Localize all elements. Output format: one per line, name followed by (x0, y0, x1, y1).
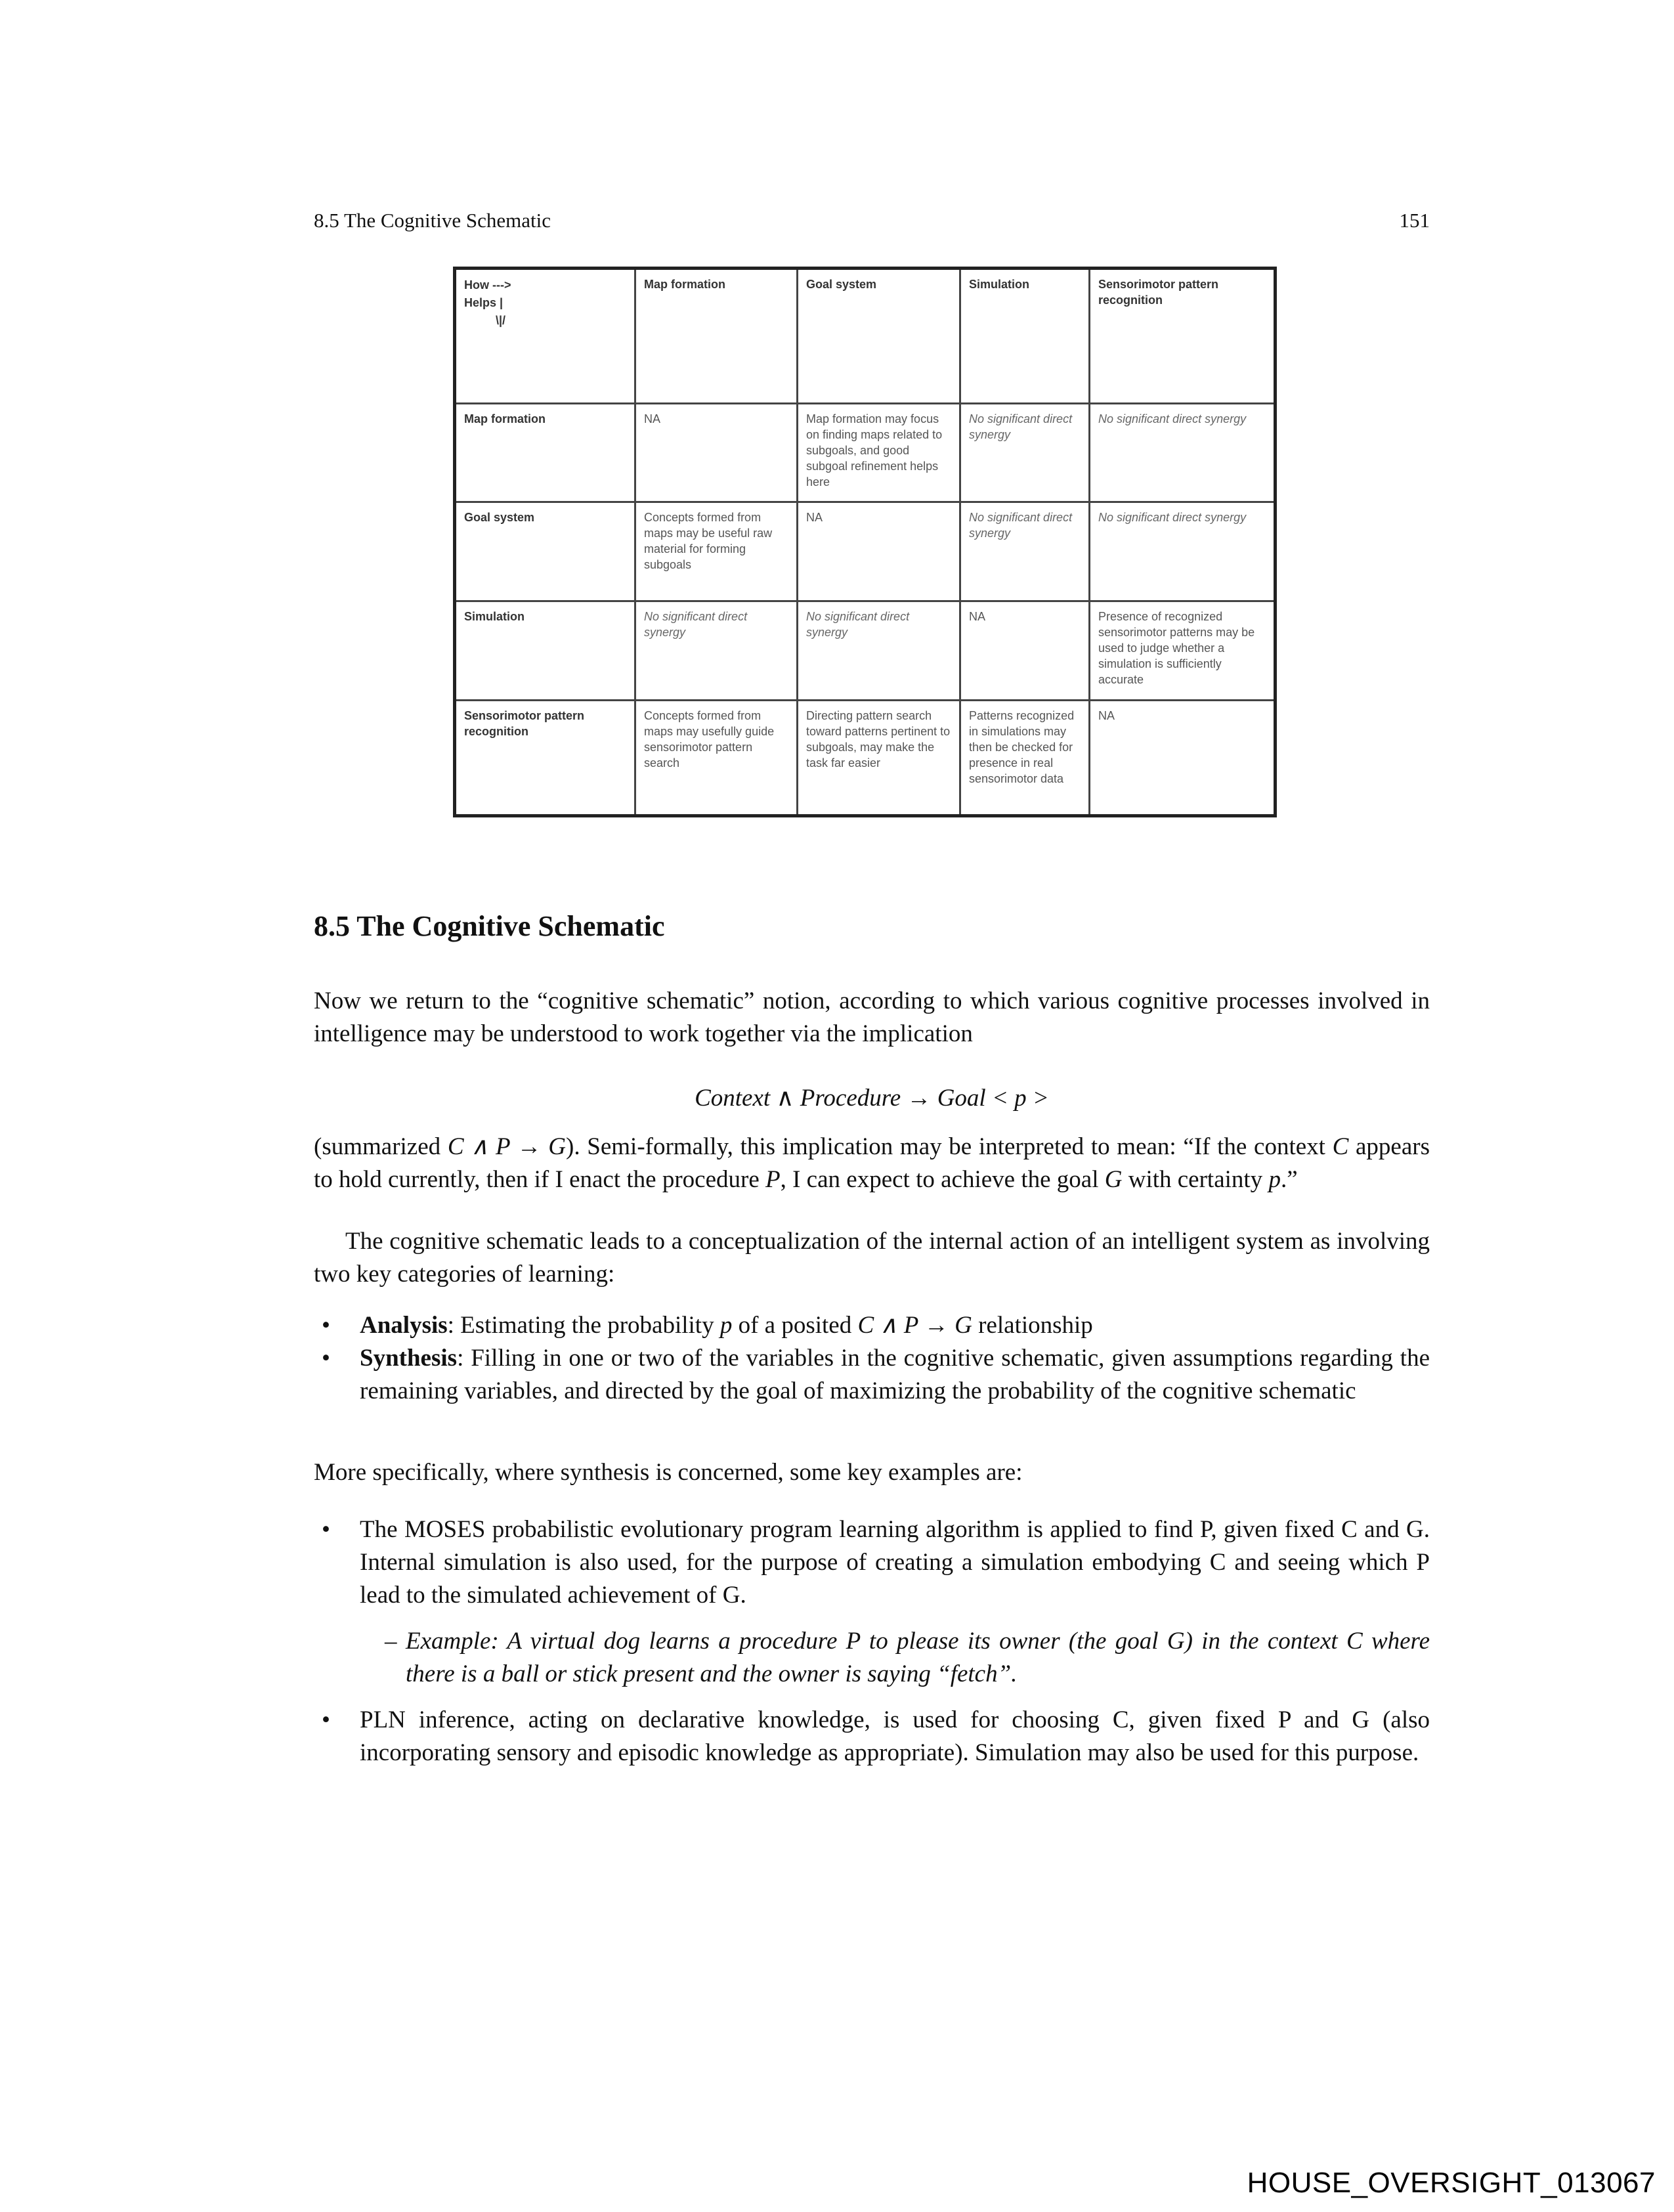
text-run: .” (1280, 1166, 1298, 1193)
math-inline: p (719, 1312, 733, 1339)
list-item-moses (314, 1513, 1430, 1691)
table-cell: Presence of recognized sensorimotor patterns may be used to judge whether a simulation is sufficiently accurate (1090, 601, 1276, 701)
synthesis-examples-list-continued (314, 1704, 1430, 1769)
text-run: of a posited (732, 1312, 858, 1339)
running-head-section: 8.5 The Cognitive Schematic (314, 209, 551, 232)
text-run: ). Semi-formally, this implication may be interpreted to mean: “If the context (566, 1133, 1333, 1160)
pln-text: PLN inference, acting on declarative knowledge, is used for choosing C, given fixed P and G (also incorporating sensory and episodic knowledge as appropriate). Simulation may also be used for this purpose. (360, 1706, 1430, 1766)
math-inline: C (1332, 1133, 1349, 1160)
formula-procedure: Procedure (800, 1085, 901, 1112)
table-row (455, 404, 1276, 502)
table-cell: NA (798, 502, 960, 601)
table-corner-cell (455, 269, 635, 404)
table-row (455, 601, 1276, 701)
text-run: (summarized (314, 1133, 448, 1160)
table-cell: Concepts formed from maps may usefully guide sensorimotor pattern search (635, 701, 798, 816)
list-item-virtual-dog-example (360, 1625, 1430, 1691)
section-title: 8.5 The Cognitive Schematic (314, 910, 665, 942)
dash-icon: – (385, 1628, 397, 1655)
table-cell: No significant direct synergy (635, 601, 798, 701)
bullet-icon: • (322, 1516, 330, 1543)
list-item-pln (314, 1704, 1430, 1769)
term-analysis: Analysis (360, 1312, 448, 1339)
table-cell: NA (635, 404, 798, 502)
text-run: with certainty (1122, 1166, 1269, 1193)
row-header: Simulation (455, 601, 635, 701)
text-run: appears to hold currently, then if I enact the procedure (314, 1133, 1430, 1193)
synthesis-examples-list (314, 1513, 1430, 1691)
bates-number: HOUSE_OVERSIGHT_013067 (1247, 2167, 1656, 2199)
table-cell: No significant direct synergy (1090, 502, 1276, 601)
table-cell: NA (960, 601, 1090, 701)
table-row (455, 701, 1276, 816)
column-header: Simulation (960, 269, 1090, 404)
row-header: Goal system (455, 502, 635, 601)
row-header: Sensorimotor pattern recognition (455, 701, 635, 816)
text-run: , I can expect to achieve the goal (780, 1166, 1105, 1193)
bullet-icon: • (322, 1345, 330, 1372)
running-head (314, 209, 1430, 235)
page-number: 151 (1399, 209, 1430, 232)
text-run: : Filling in one or two of the variables in the cognitive schematic, given assumptions regarding the remaining variables, and directed by the goal of maximizing the probability of the cognitive schematic (360, 1345, 1430, 1404)
paragraph-synthesis-examples: More specifically, where synthesis is concerned, some key examples are: (314, 1459, 1023, 1486)
formula-arrow-symbol: → (901, 1085, 937, 1112)
text-run: relationship (972, 1312, 1093, 1339)
text-run: : Estimating the probability (447, 1312, 720, 1339)
table-cell: No significant direct synergy (960, 502, 1090, 601)
formula-and-symbol: ∧ (770, 1085, 800, 1112)
term-synthesis: Synthesis (360, 1345, 458, 1372)
math-inline: G (1104, 1166, 1123, 1193)
formula-goal: Goal (937, 1085, 986, 1112)
column-header: Map formation (635, 269, 798, 404)
down-arrow-icon: \|/ (496, 314, 506, 327)
table-cell: Patterns recognized in simulations may then be checked for presence in real sensorimotor data (960, 701, 1090, 816)
list-item-analysis (314, 1309, 1430, 1342)
math-inline: p (1268, 1166, 1281, 1193)
table-cell: NA (1090, 701, 1276, 816)
formula-probability: < p > (985, 1085, 1049, 1112)
list-item-synthesis (314, 1342, 1430, 1408)
moses-text: The MOSES probabilistic evolutionary program learning algorithm is applied to find P, given fixed C and G. Internal simulation is also used, for the purpose of creating a simulation embodying C and seeing which P lead to the simulated achievement of G. (360, 1516, 1430, 1609)
paragraph-interpretation (314, 1131, 1430, 1196)
table-header-row (455, 269, 1276, 404)
corner-how-label: How ---> (464, 278, 511, 292)
bullet-icon: • (322, 1706, 330, 1733)
paragraph-learning-categories: The cognitive schematic leads to a conceptualization of the internal action of an intelligent system as involving two key categories of learning: (314, 1228, 1430, 1288)
virtual-dog-example-text: Example: A virtual dog learns a procedure P to please its owner (the goal G) in the context C where there is a ball or stick present and the owner is saying “fetch”. (406, 1628, 1430, 1687)
synergy-table (453, 267, 1277, 817)
table-row (455, 502, 1276, 601)
paragraph-intro: Now we return to the “cognitive schematic” notion, according to which various cognitive processes involved in intelligence may be understood to work together via the implication (314, 987, 1430, 1047)
row-header: Map formation (455, 404, 635, 502)
table-cell: No significant direct synergy (798, 601, 960, 701)
formula-context: Context (695, 1085, 771, 1112)
table-cell: Map formation may focus on finding maps related to subgoals, and good subgoal refinement helps here (798, 404, 960, 502)
table-cell: Directing pattern search toward patterns pertinent to subgoals, may make the task far easier (798, 701, 960, 816)
math-inline: P (765, 1166, 781, 1193)
formula-cognitive-schematic (314, 1083, 1430, 1112)
learning-categories-list (314, 1309, 1430, 1408)
bullet-icon: • (322, 1312, 330, 1339)
table-cell: No significant direct synergy (1090, 404, 1276, 502)
table-cell: No significant direct synergy (960, 404, 1090, 502)
moses-sublist (360, 1625, 1430, 1691)
corner-helps-label: Helps | (464, 296, 504, 309)
column-header: Goal system (798, 269, 960, 404)
column-header: Sensorimotor pattern recognition (1090, 269, 1276, 404)
table-cell: Concepts formed from maps may be useful raw material for forming subgoals (635, 502, 798, 601)
math-inline: C ∧ P → G (857, 1312, 972, 1339)
math-inline: C ∧ P → G (447, 1133, 566, 1160)
